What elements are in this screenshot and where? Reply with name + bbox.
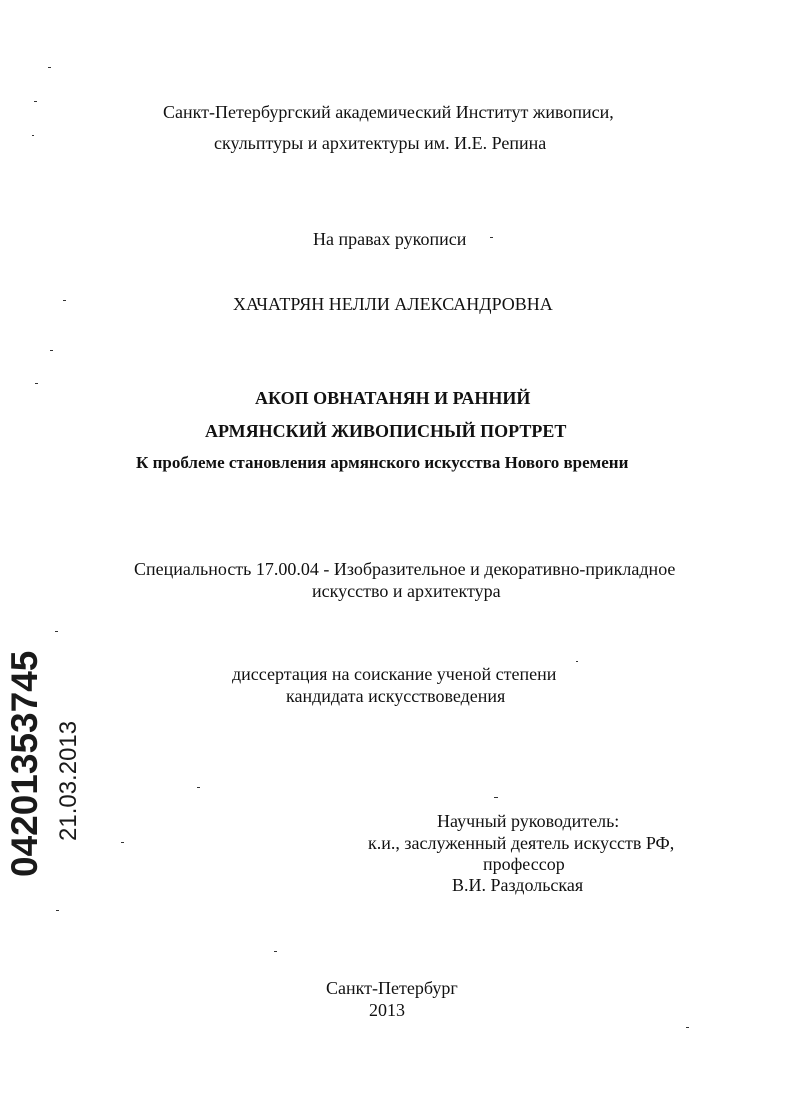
scan-speck [50,350,53,351]
stamp-number: 04201353745 [4,650,45,877]
scan-speck [686,1027,689,1028]
author-name: ХАЧАТРЯН НЕЛЛИ АЛЕКСАНДРОВНА [233,294,553,314]
scan-speck [197,787,200,788]
supervisor-title: профессор [483,854,565,874]
degree-line-1: диссертация на соискание ученой степени [232,664,557,684]
scan-speck [121,842,124,843]
scan-speck [34,101,37,102]
stamp-date: 21.03.2013 [55,720,82,841]
scan-speck [576,661,578,662]
degree-line-2: кандидата искусствоведения [286,686,506,706]
supervisor-name: В.И. Раздольская [452,875,584,895]
institute-line-1: Санкт-Петербургский академический Институт живописи, [163,102,614,122]
manuscript-note: На правах рукописи [313,229,467,249]
title-line-1: АКОП ОВНАТАНЯН И РАННИЙ [255,388,531,408]
scan-speck [32,135,34,136]
specialty-line-2: искусство и архитектура [312,581,501,601]
title-line-2: АРМЯНСКИЙ ЖИВОПИСНЫЙ ПОРТРЕТ [205,421,567,441]
scan-speck [56,910,59,911]
scan-speck [55,631,58,632]
specialty-line-1: Специальность 17.00.04 - Изобразительное и декоративно-прикладное [134,559,676,579]
supervisor-credentials: к.и., заслуженный деятель искусств РФ, [368,833,675,853]
scan-speck [274,951,277,952]
subtitle: К проблеме становления армянского искусства Нового времени [136,453,629,472]
scan-speck [48,67,51,68]
year: 2013 [369,1000,405,1020]
institute-line-2: скульптуры и архитектуры им. И.Е. Репина [214,133,547,153]
supervisor-label: Научный руководитель: [437,811,620,831]
city: Санкт-Петербург [326,978,458,998]
scan-speck [494,797,498,798]
scan-speck [63,300,66,301]
scan-speck [490,237,493,238]
scan-speck [35,383,38,384]
